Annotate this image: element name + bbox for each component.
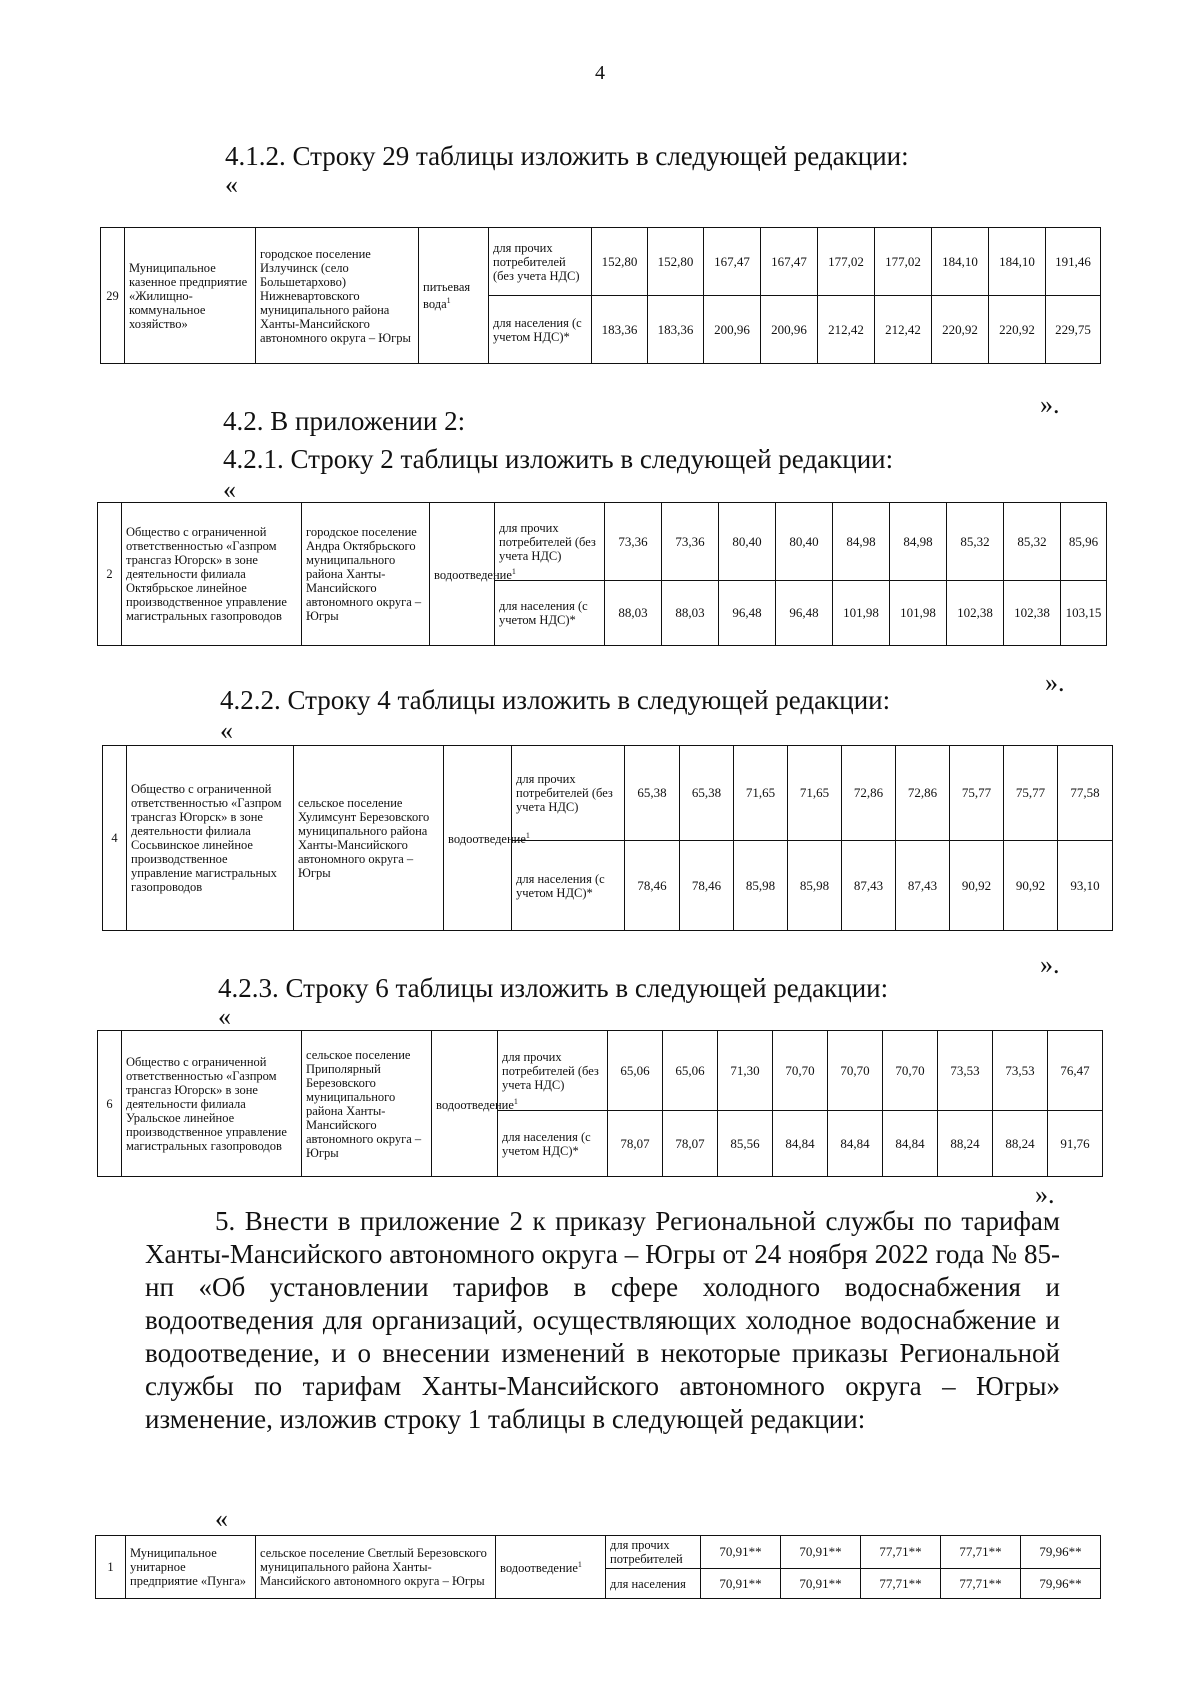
tariff-value: 220,92 [932, 296, 989, 364]
organization-name: Общество с ограниченной ответственностью «Газпром трансгаз Югорск» в зоне деятельности филиала Уральское линейное производственное управление магистральных газопроводов [122, 1031, 302, 1177]
service-type: водоотведение$^1$ [444, 746, 512, 931]
tariff-value: 79,96** [1021, 1536, 1101, 1569]
organization-name: Общество с ограниченной ответственностью «Газпром трансгаз Югорск» в зоне деятельности филиала Сосьвинское линейное производственное управление магистральных газопроводов [127, 746, 294, 931]
tariff-value: 101,98 [890, 581, 947, 646]
tariff-value: 77,71** [861, 1569, 941, 1599]
tariff-value: 77,71** [941, 1569, 1021, 1599]
close-quote: ». [1040, 950, 1060, 979]
consumer-category: для прочих потребителей [606, 1536, 701, 1569]
tariff-value: 73,36 [605, 503, 662, 581]
tariff-value: 84,84 [883, 1111, 938, 1177]
section-heading-4-2-2: 4.2.2. Строку 4 таблицы изложить в следующей редакции: [220, 685, 891, 715]
close-quote: ». [1035, 1180, 1055, 1209]
tariff-value: 72,86 [896, 746, 950, 841]
tariff-value: 91,76 [1048, 1111, 1103, 1177]
paragraph-5 [145, 1205, 1060, 1436]
tariff-value: 77,71** [861, 1536, 941, 1569]
table-row-4 [102, 745, 1113, 931]
tariff-value: 71,65 [734, 746, 788, 841]
open-quote: « [225, 170, 238, 199]
service-type: питьевая вода$^1$ [419, 228, 489, 364]
organization-name: Общество с ограниченной ответственностью «Газпром трансгаз Югорск» в зоне деятельности филиала Октябрьское линейное производственное управление магистральных газопроводов [122, 503, 302, 646]
territory-name: городское поселение Излучинск (село Большетархово) Нижневартовского муниципального района Ханты-Мансийского автономного округа – Югры [256, 228, 419, 364]
consumer-category: для прочих потребителей (без учета НДС) [512, 746, 625, 841]
tariff-value: 96,48 [776, 581, 833, 646]
table-row-1 [95, 1535, 1101, 1599]
tariff-value: 78,46 [680, 841, 734, 931]
tariff-value: 102,38 [947, 581, 1004, 646]
tariff-value: 85,32 [1004, 503, 1061, 581]
territory-name: сельское поселение Хулимсунт Березовского муниципального района Ханты-Мансийского автономного округа – Югры [294, 746, 444, 931]
organization-name: Муниципальное унитарное предприятие «Пунга» [126, 1536, 256, 1599]
row-number: 29 [101, 228, 125, 364]
close-quote: ». [1045, 668, 1065, 697]
service-type: водоотведение$^1$ [432, 1031, 498, 1177]
consumer-category: для населения [606, 1569, 701, 1599]
tariff-value: 84,98 [890, 503, 947, 581]
close-quote: ». [1040, 390, 1060, 419]
consumer-category: для населения (с учетом НДС)* [512, 841, 625, 931]
section-heading-4-1-2: 4.1.2. Строку 29 таблицы изложить в следующей редакции: [225, 141, 909, 171]
service-type: водоотведение$^1$ [430, 503, 495, 646]
tariff-value: 70,91** [701, 1569, 781, 1599]
tariff-value: 200,96 [761, 296, 818, 364]
tariff-value: 88,03 [605, 581, 662, 646]
tariff-value: 88,03 [662, 581, 719, 646]
tariff-value: 200,96 [704, 296, 761, 364]
tariff-value: 70,91** [781, 1569, 861, 1599]
tariff-value: 80,40 [776, 503, 833, 581]
service-type: водоотведение$^1$ [496, 1536, 606, 1599]
tariff-value: 183,36 [648, 296, 704, 364]
tariff-value: 96,48 [719, 581, 776, 646]
tariff-value: 77,71** [941, 1536, 1021, 1569]
tariff-value: 65,38 [680, 746, 734, 841]
consumer-category: для населения (с учетом НДС)* [498, 1111, 608, 1177]
consumer-category: для населения (с учетом НДС)* [489, 296, 592, 364]
tariff-value: 78,07 [663, 1111, 718, 1177]
tariff-value: 84,98 [833, 503, 890, 581]
tariff-value: 70,91** [701, 1536, 781, 1569]
tariff-value: 90,92 [950, 841, 1004, 931]
tariff-value: 65,06 [663, 1031, 718, 1111]
paragraph-5-text: 5. Внести в приложение 2 к приказу Региональной службы по тарифам Ханты-Мансийского автономного округа – Югры от 24 ноября 2022 года № 85-нп «Об установлении тарифов в сфере холодного водоснабжения и водоотведения для организаций, осуществляющих холодное водоснабжение и водоотведение, и о внесении изменений в некоторые приказы Региональной службы по тарифам Ханты-Мансийского автономного округа – Югры» изменение, изложив строку 1 таблицы в следующей редакции: [145, 1206, 1060, 1434]
tariff-value: 70,91** [781, 1536, 861, 1569]
tariff-value: 80,40 [719, 503, 776, 581]
territory-name: сельское поселение Приполярный Березовского муниципального района Ханты-Мансийского автономного округа – Югры [302, 1031, 432, 1177]
tariff-value: 77,58 [1058, 746, 1113, 841]
consumer-category: для населения (с учетом НДС)* [495, 581, 605, 646]
tariff-value: 84,84 [773, 1111, 828, 1177]
tariff-value: 75,77 [1004, 746, 1058, 841]
tariff-value: 85,96 [1061, 503, 1107, 581]
row-number: 1 [96, 1536, 126, 1599]
tariff-value: 72,86 [842, 746, 896, 841]
tariff-value: 73,53 [993, 1031, 1048, 1111]
tariff-value: 152,80 [592, 228, 648, 296]
tariff-value: 75,77 [950, 746, 1004, 841]
tariff-value: 73,36 [662, 503, 719, 581]
table-row-2 [97, 502, 1107, 646]
tariff-value: 70,70 [828, 1031, 883, 1111]
tariff-value: 87,43 [842, 841, 896, 931]
open-quote: « [220, 716, 233, 745]
tariff-value: 90,92 [1004, 841, 1058, 931]
tariff-value: 84,84 [828, 1111, 883, 1177]
tariff-value: 177,02 [818, 228, 875, 296]
open-quote: « [218, 1002, 231, 1031]
tariff-value: 177,02 [875, 228, 932, 296]
tariff-value: 65,06 [608, 1031, 663, 1111]
open-quote: « [215, 1504, 228, 1533]
tariff-value: 212,42 [875, 296, 932, 364]
tariff-value: 184,10 [932, 228, 989, 296]
tariff-value: 191,46 [1046, 228, 1101, 296]
table-row-6 [97, 1030, 1103, 1177]
table-row-29 [100, 227, 1101, 364]
tariff-value: 85,98 [788, 841, 842, 931]
row-number: 4 [103, 746, 127, 931]
consumer-category: для прочих потребителей (без учета НДС) [498, 1031, 608, 1111]
section-heading-4-2-3: 4.2.3. Строку 6 таблицы изложить в следующей редакции: [218, 973, 889, 1003]
tariff-value: 65,38 [625, 746, 680, 841]
tariff-value: 70,70 [773, 1031, 828, 1111]
tariff-value: 183,36 [592, 296, 648, 364]
tariff-value: 79,96** [1021, 1569, 1101, 1599]
row-number: 6 [98, 1031, 122, 1177]
tariff-value: 85,32 [947, 503, 1004, 581]
section-heading-4-2-1: 4.2.1. Строку 2 таблицы изложить в следующей редакции: [223, 444, 894, 474]
tariff-value: 167,47 [761, 228, 818, 296]
tariff-value: 70,70 [883, 1031, 938, 1111]
tariff-value: 78,07 [608, 1111, 663, 1177]
consumer-category: для прочих потребителей (без учета НДС) [495, 503, 605, 581]
tariff-value: 76,47 [1048, 1031, 1103, 1111]
territory-name: городское поселение Андра Октябрьского муниципального района Ханты-Мансийского автономного округа – Югры [302, 503, 430, 646]
tariff-value: 220,92 [989, 296, 1046, 364]
tariff-value: 85,98 [734, 841, 788, 931]
tariff-value: 103,15 [1061, 581, 1107, 646]
tariff-value: 73,53 [938, 1031, 993, 1111]
tariff-value: 88,24 [938, 1111, 993, 1177]
tariff-value: 184,10 [989, 228, 1046, 296]
tariff-value: 78,46 [625, 841, 680, 931]
organization-name: Муниципальное казенное предприятие «Жилищно-коммунальное хозяйство» [125, 228, 256, 364]
tariff-value: 212,42 [818, 296, 875, 364]
tariff-value: 101,98 [833, 581, 890, 646]
tariff-value: 167,47 [704, 228, 761, 296]
section-heading-4-2: 4.2. В приложении 2: [223, 406, 466, 436]
page-number: 4 [595, 62, 605, 84]
territory-name: сельское поселение Светлый Березовского муниципального района Ханты-Мансийского автономного округа – Югры [256, 1536, 496, 1599]
consumer-category: для прочих потребителей (без учета НДС) [489, 228, 592, 296]
tariff-value: 102,38 [1004, 581, 1061, 646]
row-number: 2 [98, 503, 122, 646]
tariff-value: 93,10 [1058, 841, 1113, 931]
tariff-value: 71,65 [788, 746, 842, 841]
tariff-value: 85,56 [718, 1111, 773, 1177]
tariff-value: 71,30 [718, 1031, 773, 1111]
open-quote: « [223, 475, 236, 504]
tariff-value: 152,80 [648, 228, 704, 296]
tariff-value: 88,24 [993, 1111, 1048, 1177]
tariff-value: 87,43 [896, 841, 950, 931]
tariff-value: 229,75 [1046, 296, 1101, 364]
